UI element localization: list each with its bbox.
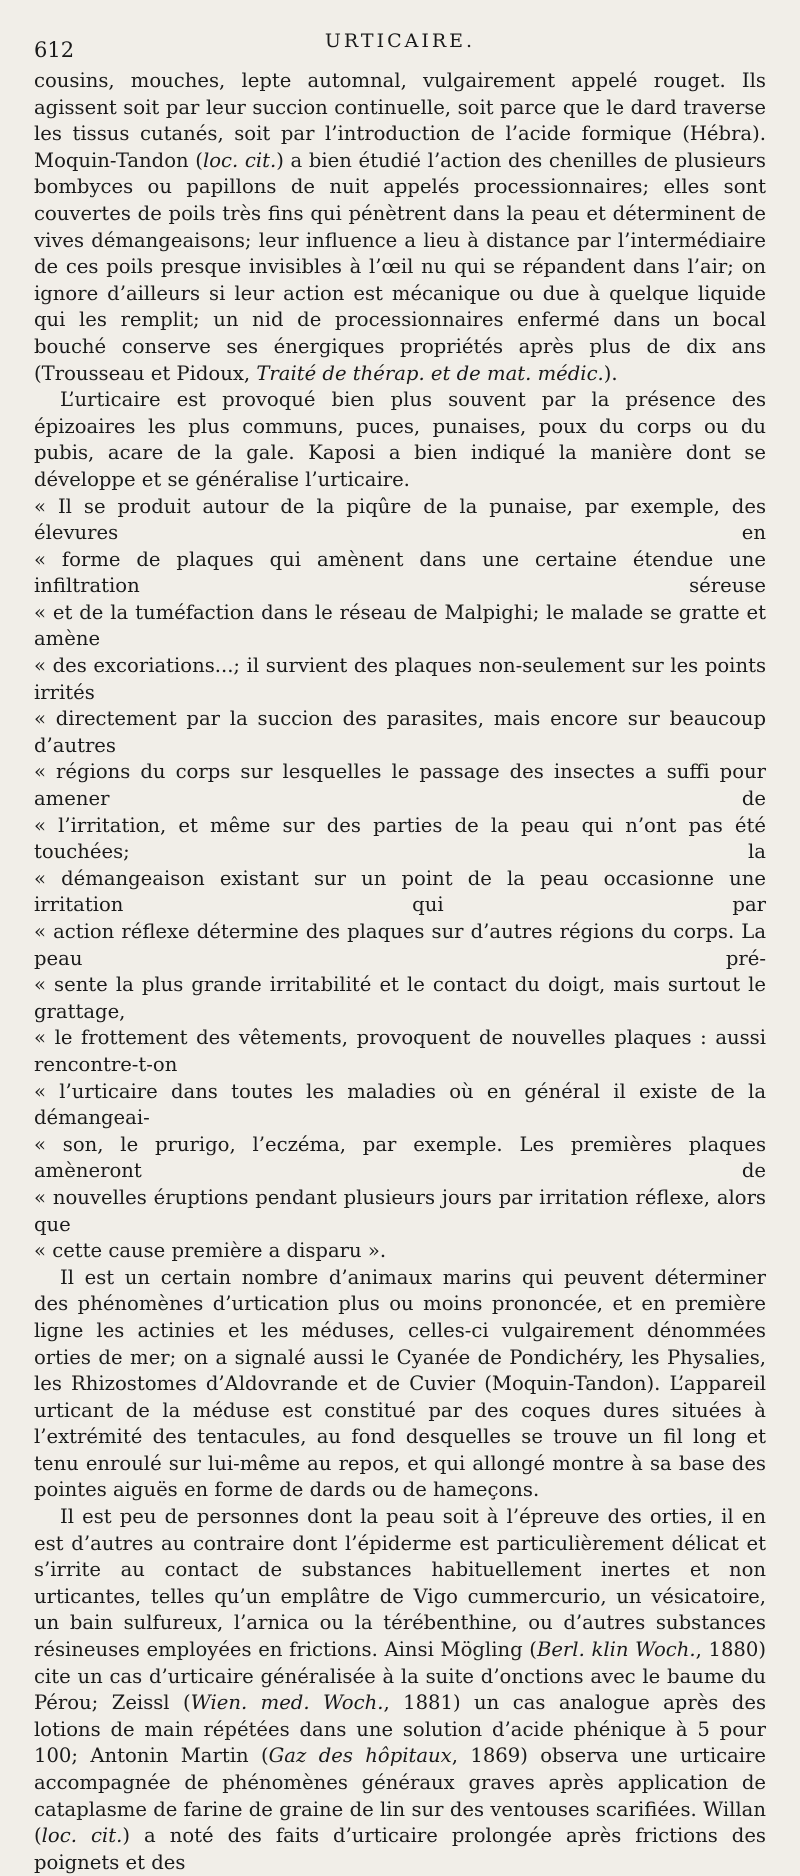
text-run: ) a noté des faits d’urticaire prolongée après frictions des poignets et des [34, 1824, 766, 1874]
paragraph [34, 1265, 766, 1504]
text-run: , 1869) observa une urticaire accompagnée de phénomènes généraux graves après application de cataplasme de farine de graine de lin sur des ventouses scarifiées. Willan ( [34, 1744, 766, 1848]
quote-line: « Il se produit autour de la piqûre de la punaise, par exemple, des élevures en [34, 494, 766, 545]
page-number: 612 [34, 38, 75, 62]
quote-line: « action réflexe détermine des plaques sur d’autres régions du corps. La peau pré- [34, 920, 766, 970]
italic-citation: Berl. klin Woch. [536, 1638, 696, 1662]
quote-line: « nouvelles éruptions pendant plusieurs jours par irritation réflexe, alors que [34, 1185, 766, 1236]
quote-line: « le frottement des vêtements, provoquent de nouvelles plaques : aussi rencontre-t-on [34, 1026, 766, 1076]
paragraph [34, 1504, 766, 1876]
body-text [34, 68, 766, 1876]
quote-line: « démangeaison existant sur un point de la peau occasionne une irritation qui par [34, 866, 766, 917]
quote-line: « l’irritation, et même sur des parties de la peau qui n’ont pas été touchées; la [34, 813, 766, 864]
quote-line: « cette cause première a disparu ». [34, 1239, 387, 1263]
italic-citation: Wien. med. Woch. [190, 1691, 384, 1715]
text-run: L’urticaire est provoqué bien plus souvent par la présence des épizoaires les plus communs, puces, punaises, poux du corps ou du pubis, acare de la gale. Kaposi a bien indiqué la manière dont se développe et se généralise l’urticaire. [34, 388, 766, 491]
italic-citation: loc. cit. [202, 148, 277, 172]
page-header [34, 30, 766, 62]
running-title: URTICAIRE. [324, 30, 476, 52]
quote-line: « sente la plus grande irritabilité et le contact du doigt, mais surtout le grattage, [34, 973, 766, 1023]
quote-line: « et de la tuméfaction dans le réseau de Malpighi; le malade se gratte et amène [34, 600, 766, 651]
text-run: ). [603, 361, 618, 385]
paragraph [34, 387, 766, 493]
text-run: Il est un certain nombre d’animaux marins qui peuvent déterminer des phénomènes d’urtication plus ou moins prononcée, et en première ligne les actinies et les méduses, celles-ci vulgairement dénommées orties de mer; on a signalé aussi le Cyanée de Pondichéry, les Physalies, les Rhizostomes d’Aldovrande et de Cuvier (Moquin-Tandon). L’appareil urticant de la méduse est constitué par des coques dures situées à l’extrémité des tentacules, au fond desquelles se trouve un fil long et tenu enroulé sur lui-même au repos, et qui allongé montre à sa base des pointes aiguës en forme de dards ou de hameçons. [34, 1265, 766, 1502]
quote-line: « l’urticaire dans toutes les maladies où en général il existe de la démangeai- [34, 1079, 766, 1130]
quote-line: « directement par la succion des parasites, mais encore sur beaucoup d’autres [34, 707, 766, 757]
italic-citation: Gaz des hôpitaux [268, 1744, 452, 1768]
italic-citation: loc. cit. [41, 1824, 123, 1848]
quote-line: « des excoriations...; il survient des plaques non-seulement sur les points irrités [34, 654, 766, 704]
quote-line: « forme de plaques qui amènent dans une certaine étendue une infiltration séreuse [34, 547, 766, 598]
text-run: cousins, mouches, lepte automnal, vulgairement appelé rouget. Ils agissent soit par leur succion continuelle, soit parce que le dard traverse les tissus cutanés, soit par l’introduction de l’acide formique (Hébra). Moquin-Tandon ( [34, 69, 766, 172]
text-run: , 1881) un cas analogue après des lotions de main répétées dans une solution d’acide phénique à 5 pour 100; Antonin Martin ( [34, 1691, 766, 1768]
italic-citation: Traité de thérap. et de mat. médic. [256, 361, 604, 385]
quote-line: « son, le prurigo, l’eczéma, par exemple. Les premières plaques amèneront de [34, 1132, 766, 1183]
text-run: , 1880) cite un cas d’urticaire généralisée à la suite d’onctions avec le baume du Pérou; Zeissl ( [34, 1638, 766, 1715]
quote-line: « régions du corps sur lesquelles le passage des insectes a suffi pour amener de [34, 760, 766, 811]
text-run: Il est peu de personnes dont la peau soit à l’épreuve des orties, il en est d’autres au contraire dont l’épiderme est particulièrement délicat et s’irrite au contact de substances habituellement inertes et non urticantes, telles qu’un emplâtre de Vigo cummercurio, un vésicatoire, un bain sulfureux, l’arnica ou la térébenthine, ou d’autres substances résineuses employées en frictions. Ainsi Mögling ( [34, 1505, 766, 1662]
paragraph [34, 68, 766, 387]
text-run: ) a bien étudié l’action des chenilles de plusieurs bombyces ou papillons de nuit appelés processionnaires; elles sont couvertes de poils très fins qui pénètrent dans la peau et déterminent de vives démangeaisons; leur influence a lieu à distance par l’intermédiaire de ces poils presque invisibles à l’œil nu qui se répandent dans l’air; on ignore d’ailleurs si leur action est mécanique ou due à quelque liquide qui les remplit; un nid de processionnaires enfermé dans un bocal bouché conserve ses énergiques propriétés après plus de dix ans (Trousseau et Pidoux, [34, 148, 766, 385]
block-quote [34, 494, 766, 1265]
